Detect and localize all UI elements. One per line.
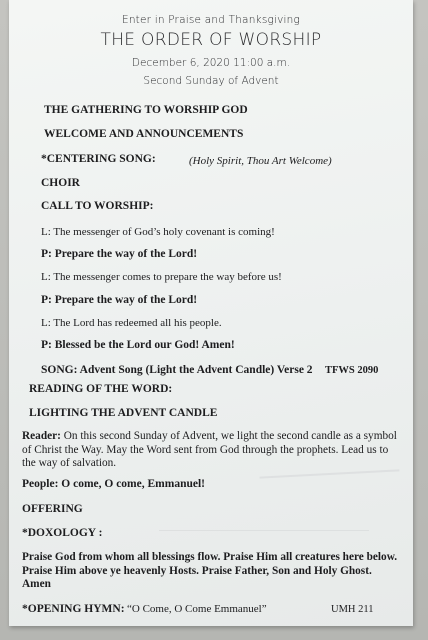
opening-hymn-title: “O Come, O Come Emmanuel” <box>127 603 267 615</box>
reader-paragraph <box>22 430 402 471</box>
section-call-to-worship: CALL TO WORSHIP: <box>41 200 154 212</box>
centering-song-label: *CENTERING SONG: <box>41 153 156 165</box>
people-response: People: O come, O come, Emmanuel! <box>22 478 205 490</box>
people-line-2: P: Prepare the way of the Lord! <box>41 294 198 306</box>
advent-song: SONG: Advent Song (Light the Advent Candle) Verse 2 <box>41 364 313 376</box>
section-reading: READING OF THE WORD: <box>29 383 173 395</box>
people-line-1: P: Prepare the way of the Lord! <box>41 248 198 260</box>
opening-hymn-reference: UMH 211 <box>331 604 374 615</box>
reader-label: Reader: <box>22 430 61 442</box>
opening-hymn-label: *OPENING HYMN: <box>22 603 125 615</box>
header-tagline: Enter in Praise and Thanksgiving <box>121 14 301 26</box>
leader-line-2: L: The messenger comes to prepare the way before us! <box>41 271 282 283</box>
liturgical-day: Second Sunday of Advent <box>143 75 279 87</box>
section-choir: CHOIR <box>41 177 80 189</box>
centering-song-title: (Holy Spirit, Thou Art Welcome) <box>189 155 332 167</box>
reader-text: On this second Sunday of Advent, we light the second candle as a symbol of Christ the Way. May the Word sent from God through the prophets. Lead us to the way of salvation. <box>22 430 397 470</box>
bulletin-page <box>9 0 413 626</box>
section-offering: OFFERING <box>22 503 83 515</box>
section-gathering: THE GATHERING TO WORSHIP GOD <box>44 104 248 116</box>
section-welcome: WELCOME AND ANNOUNCEMENTS <box>44 128 244 140</box>
people-line-3: P: Blessed be the Lord our God! Amen! <box>41 339 235 351</box>
page-title: THE ORDER OF WORSHIP <box>100 30 322 50</box>
leader-line-3: L: The Lord has redeemed all his people. <box>41 317 222 329</box>
section-lighting-candle: LIGHTING THE ADVENT CANDLE <box>29 407 218 419</box>
advent-song-reference: TFWS 2090 <box>325 365 379 376</box>
leader-line-1: L: The messenger of God’s holy covenant is coming! <box>41 226 275 238</box>
section-doxology: *DOXOLOGY : <box>22 527 103 539</box>
doxology-text: Praise God from whom all blessings flow. Praise Him all creatures here below. Praise Him above ye heavenly Hosts. Praise Father, Son and Holy Ghost. Amen <box>22 551 398 591</box>
show-through-ghost <box>159 520 369 531</box>
service-date: December 6, 2020 11:00 a.m. <box>131 57 291 69</box>
